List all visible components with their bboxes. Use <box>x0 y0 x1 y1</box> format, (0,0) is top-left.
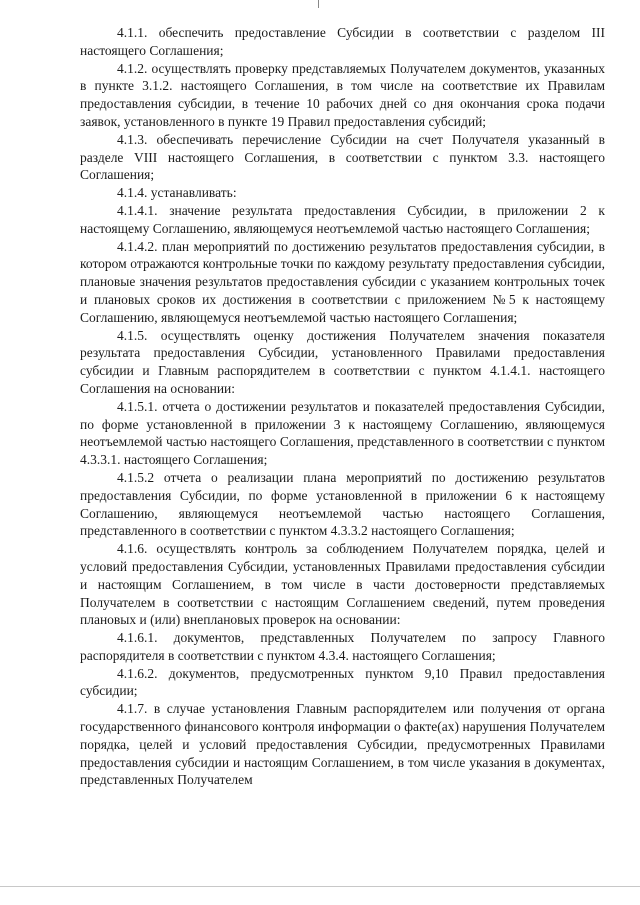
paragraph-4-1-5-1: 4.1.5.1. отчета о достижении результатов и показателей предоставления Субсидии, по форме установленной в приложении 3 к настоящему Соглашению, являющемуся неотъемлемой частью настоящего Соглашения, представленного в соответствии с пунктом 4.3.3.1. настоящего Соглашения; <box>80 398 605 468</box>
paragraph-4-1-1: 4.1.1. обеспечить предоставление Субсидии в соответствии с разделом III настоящего Соглашения; <box>80 25 605 58</box>
paragraph-4-1-6-1: 4.1.6.1. документов, представленных Получателем по запросу Главного распорядителя в соответствии с пунктом 4.3.4. настоящего Соглашения; <box>80 630 605 663</box>
paragraph-4-1-5: 4.1.5. осуществлять оценку достижения Получателем значения показателя результата предоставления Субсидии, установленного Правилами предоставления субсидии и Главным распорядителем в соответствии с пунктом 4.1.4.1. настоящего Соглашения на основании: <box>80 327 605 396</box>
paragraph-4-1-7: 4.1.7. в случае установления Главным распорядителем или получения от органа государственного финансового контроля информации о факте(ах) нарушения Получателем порядка, целей и условий предоставления Субсидии, предусмотренных Правилами предоставления субсидии и настоящим Соглашением, в том числе указания в документах, представленных Получателем <box>80 701 605 788</box>
top-tick-mark <box>318 0 319 8</box>
document-body <box>80 24 605 789</box>
paragraph-4-1-6-2: 4.1.6.2. документов, предусмотренных пунктом 9,10 Правил предоставления субсидии; <box>80 665 605 699</box>
paragraph-4-1-3: 4.1.3. обеспечивать перечисление Субсидии на счет Получателя указанный в разделе VIII настоящего Соглашения, в соответствии с пунктом 3.3. настоящего Соглашения; <box>80 131 605 183</box>
paragraph-4-1-2: 4.1.2. осуществлять проверку представляемых Получателем документов, указанных в пункте 3.1.2. настоящего Соглашения, в том числе на соответствие их Правилам предоставления субсидии, в течение 10 рабочих дней со дня окончания срока подачи заявок, установленного в пункте 19 Правил предоставления субсидий; <box>80 60 605 129</box>
bottom-divider <box>0 886 640 887</box>
paragraph-4-1-6: 4.1.6. осуществлять контроль за соблюдением Получателем порядка, целей и условий предоставления Субсидии, установленных Правилами предоставления субсидии и настоящим Соглашением, в том числе в части достоверности представляемых Получателем в соответствии с настоящим Соглашением сведений, путем проведения плановых и (или) внеплановых проверок на основании: <box>80 541 605 628</box>
paragraph-4-1-5-2: 4.1.5.2 отчета о реализации плана мероприятий по достижению результатов предоставления Субсидии, по форме установленной в приложении 6 к настоящему Соглашению, являющемуся неотъемлемой частью настоящего Соглашения, представленного в соответствии с пунктом 4.3.3.2 настоящего Соглашения; <box>80 469 605 539</box>
paragraph-4-1-4: 4.1.4. устанавливать: <box>117 185 237 201</box>
paragraph-4-1-4-1: 4.1.4.1. значение результата предоставления Субсидии, в приложении 2 к настоящему Соглашению, являющемуся неотъемлемой частью настоящего Соглашения; <box>80 202 605 236</box>
paragraph-4-1-4-2: 4.1.4.2. план мероприятий по достижению результатов предоставления субсидии, в котором отражаются контрольные точки по каждому результату предоставления субсидии, плановые значения результатов предоставления субсидии с указанием контрольных точек и плановых сроков их достижения в соответствии с приложением №5 к настоящему Соглашению, являющемуся неотъемлемой частью настоящего Соглашения; <box>80 238 605 325</box>
